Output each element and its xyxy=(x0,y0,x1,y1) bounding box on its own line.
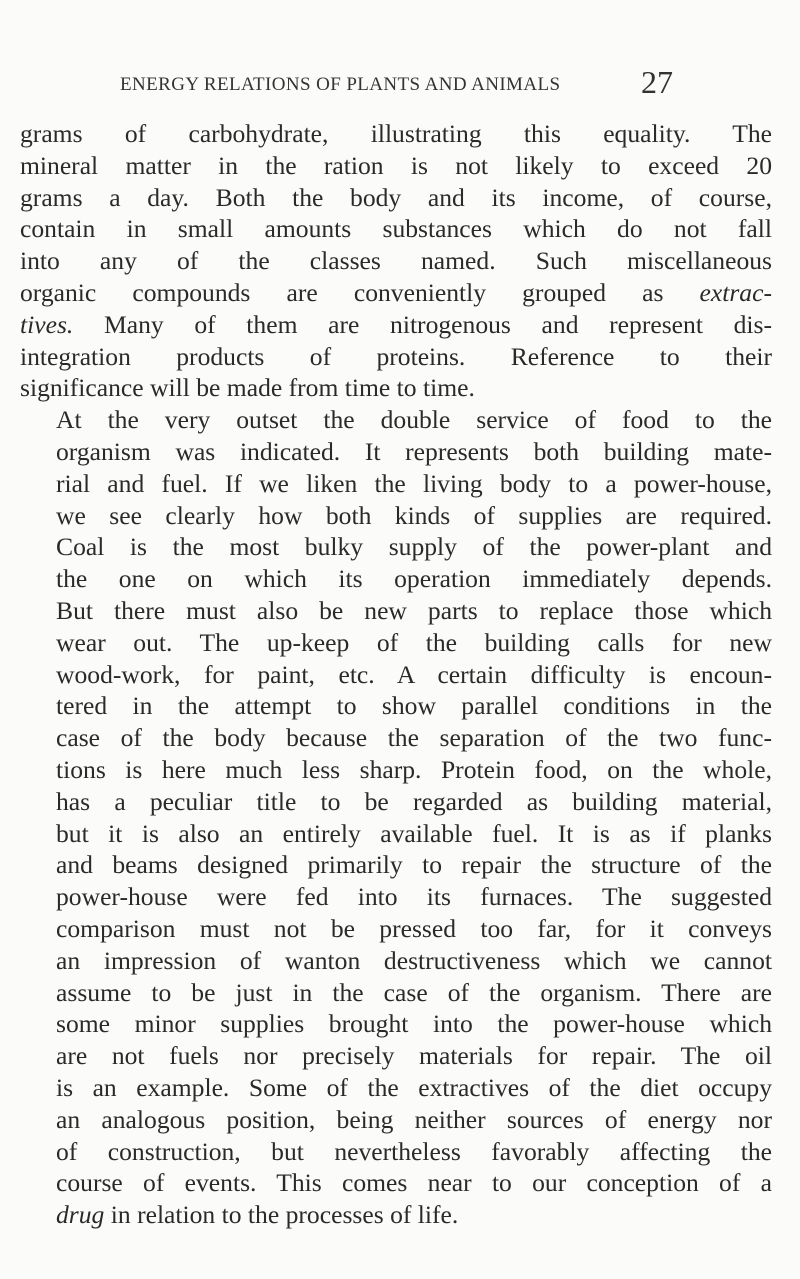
text-line: power-house were fed into its furnaces. The suggested xyxy=(56,882,772,912)
text-line: grams a day. Both the body and its income, of course, xyxy=(20,182,772,212)
text-line: rial and fuel. If we liken the living body to a power-house, xyxy=(56,468,772,498)
text-line: tions is here much less sharp. Protein food, on the whole, xyxy=(56,754,772,784)
text-line: organic compounds are conveniently grouped as extrac- xyxy=(20,277,772,307)
text-line: the one on which its operation immediately depends. xyxy=(56,564,772,594)
text-line: but it is also an entirely available fuel. It is as if planks xyxy=(56,818,772,848)
body-text xyxy=(20,118,772,1231)
text-line: of construction, but nevertheless favorably affecting the xyxy=(56,1136,772,1166)
text-line: drug in relation to the processes of life. xyxy=(56,1200,459,1230)
paragraph-1 xyxy=(20,118,772,404)
text-line: Coal is the most bulky supply of the power-plant and xyxy=(56,532,772,562)
text-line: wear out. The up-keep of the building calls for new xyxy=(56,627,772,657)
text-line: we see clearly how both kinds of supplies are required. xyxy=(56,500,772,530)
text-line: integration products of proteins. Reference to their xyxy=(20,341,772,371)
text-line: assume to be just in the case of the organism. There are xyxy=(56,977,772,1007)
paragraph-2 xyxy=(20,404,772,1231)
text-line: But there must also be new parts to replace those which xyxy=(56,595,772,625)
text-line: wood-work, for paint, etc. A certain difficulty is encoun- xyxy=(56,659,772,689)
text-line: comparison must not be pressed too far, for it conveys xyxy=(56,913,772,943)
text-line: tives. Many of them are nitrogenous and represent dis- xyxy=(20,309,772,339)
page-number: 27 xyxy=(641,64,673,100)
text-line: At the very outset the double service of food to the xyxy=(56,405,772,435)
text-line: case of the body because the separation of the two func- xyxy=(56,723,772,753)
text-line: are not fuels nor precisely materials for repair. The oil xyxy=(56,1041,772,1071)
text-line: and beams designed primarily to repair the structure of the xyxy=(56,850,772,880)
text-line: is an example. Some of the extractives of the diet occupy xyxy=(56,1072,772,1102)
text-line: an analogous position, being neither sources of energy nor xyxy=(56,1104,772,1134)
text-line: grams of carbohydrate, illustrating this equality. The xyxy=(20,119,772,148)
text-line: course of events. This comes near to our conception of a xyxy=(56,1168,772,1198)
text-line: an impression of wanton destructiveness which we cannot xyxy=(56,945,772,975)
text-line: into any of the classes named. Such miscellaneous xyxy=(20,246,772,276)
text-line: organism was indicated. It represents both building mate- xyxy=(56,436,772,466)
text-line: significance will be made from time to time. xyxy=(20,373,475,403)
text-line: has a peculiar title to be regarded as building material, xyxy=(56,786,772,816)
running-head: ENERGY RELATIONS OF PLANTS AND ANIMALS xyxy=(120,74,561,95)
text-line: contain in small amounts substances which do not fall xyxy=(20,214,772,244)
text-line: tered in the attempt to show parallel conditions in the xyxy=(56,691,772,721)
text-line: some minor supplies brought into the power-house which xyxy=(56,1009,772,1039)
text-line: mineral matter in the ration is not likely to exceed 20 xyxy=(20,150,772,180)
